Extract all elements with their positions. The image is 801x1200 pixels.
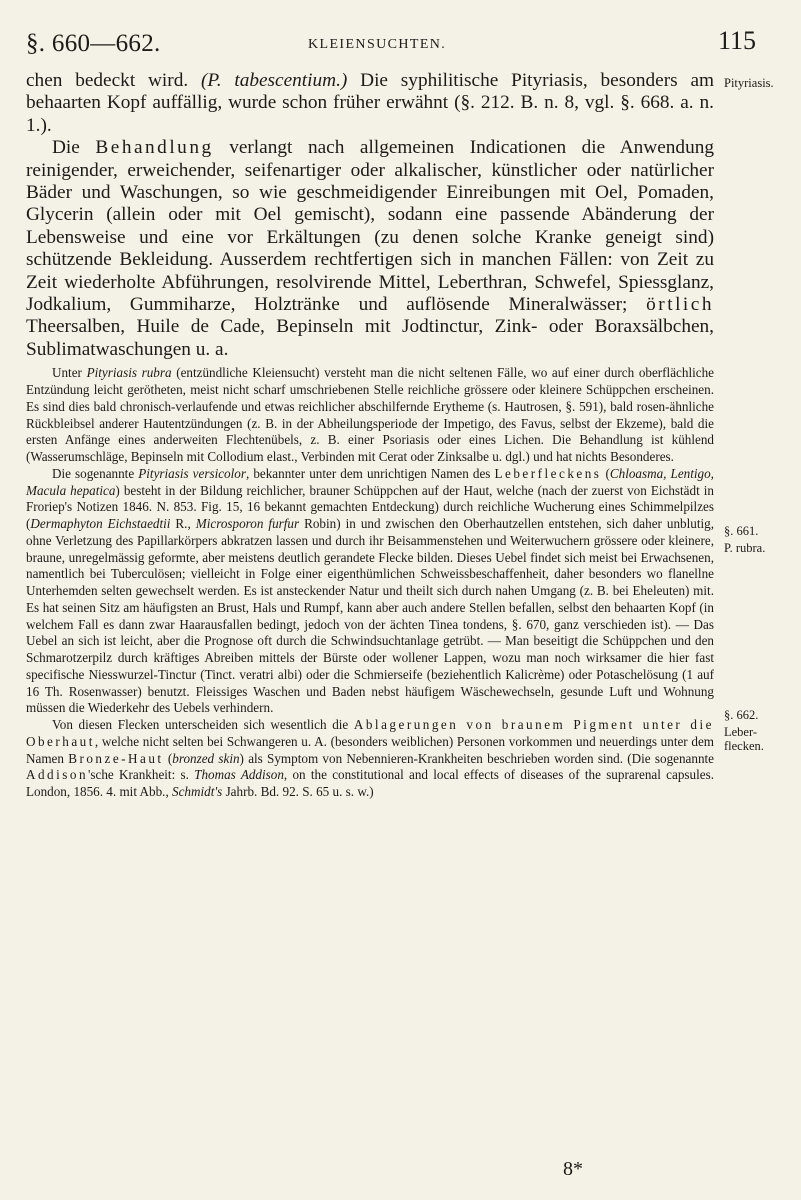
emphasis-behandlung: Behandlung	[95, 137, 214, 159]
margin-note-s662-label-line2: flecken.	[724, 739, 764, 753]
paragraph-pityriasis-versicolor: Die sogenannte Pityriasis versicolor, bekannter unter dem unrichtigen Namen des Leberfleckens (Chloasma, Lentigo, Macula hepatica) besteht in der Bildung reichlicher, brauner Schüppchen auf der Haut, welche (nach der zuerst von Eichstädt in Froriep's Notizen 1846. N. 853. Fig. 15, 16 bekannt gemachten Entdeckung) durch reichliche Wucherung eines Schimmelpilzes (Dermaphyton Eichstaedtii R., Microsporon furfur Robin) in und zwischen den Oberhautzellen entstehen, sich daher unblutig, ohne Verletzung des Papillarkörpers abkratzen lassen und durch ihr Beisammenstehen und Weiterwuchern grössere oder kleinere, braune, unregelmässig geformte, aber meistens deutlich gerandete Flecke bilden. Dieses Uebel findet sich meist bei Erwachsenen, namentlich bei Tuberculösen; vielleicht in Folge einer eigenthümlichen Schweissbeschaffenheit, daher besonders wo flanellne Unterhemden selten gewechselt werden. Es ist ansteckender Natur und theilt sich durch nahen Umgang (z. B. bei Eheleuten) mit. Es hat seinen Sitz am häufigsten an Brust, Hals und Rumpf, kann aber auch andere Stellen befallen, selbst den behaarten Kopf (in welchem Fall es dann zwar Haarausfallen bedingt, jedoch von der ächten Tinea tondens, §. 670, ganz verschieden ist). — Das Uebel an sich ist leicht, aber die Prognose oft durch die Schwindsuchtanlage getrübt. — Man beseitigt die Schüppchen und den Schmarotzerpilz durch kräftiges Abreiben mittels der Bürste oder wollener Lappen, wozu man noch wirksamer die hier fast specifische Niesswurzel-Tinctur (Tinct. veratri albi) oder die Schmierseife (beziehentlich Kalicrème) oder Potaschelösung (1 auf 16 Th. Rosenwasser) benutzt. Fleissiges Waschen und Baden nebst häufigem Wäschewechseln, gesunde Luft und Wohnung müssen die Wiederkehr des Uebels verhindern.	[26, 465, 714, 716]
emphasis-oertlich: örtlich	[646, 294, 714, 316]
paragraph-pityriasis-tabescentium: chen bedeckt wird. (P. tabescentium.) Die syphilitische Pityriasis, besonders am behaarten Kopf auffällig, wurde schon früher erwähnt (§. 212. B. n. 8, vgl. §. 668. a. n. 1.).	[26, 70, 714, 136]
page-header	[26, 22, 756, 62]
margin-note-s662-number: §. 662.	[724, 708, 759, 722]
margin-note-s661-number: §. 661.	[724, 524, 759, 538]
emphasis-bronze-haut: Bronze-Haut	[68, 750, 164, 766]
main-text	[26, 70, 714, 801]
signature-mark: 8*	[563, 1158, 583, 1180]
margin-note-s662-label-line1: Leber-	[724, 725, 758, 739]
section-range: §. 660—662.	[26, 30, 161, 57]
margin-note-s661-label: P. rubra.	[724, 541, 766, 555]
page-number: 115	[717, 26, 756, 55]
emphasis-leberfleckens: Leberfleckens	[494, 465, 602, 481]
paragraph-bronze-skin: Von diesen Flecken unterscheiden sich wesentlich die Ablagerungen von braunem Pigment unter die Oberhaut, welche nicht selten bei Schwangeren u. A. (besonders weiblichen) Personen vorkommen und neuerdings unter dem Namen Bronze-Haut (bronzed skin) als Symptom von Nebennieren-Krankheiten beschrieben worden sind. (Die sogenannte Addison'sche Krankheit: s. Thomas Addison, on the constitutional and local effects of diseases of the suprarenal capsules. London, 1856. 4. mit Abb., Schmidt's Jahrb. Bd. 92. S. 65 u. s. w.)	[26, 717, 714, 800]
running-title: KLEIENSUCHTEN.	[308, 37, 447, 52]
margin-note-pityriasis: Pityriasis.	[724, 76, 774, 90]
emphasis-ablagerungen: Ablagerungen von braunem Pigment unter die Oberhaut	[26, 717, 714, 749]
margin-note-s662-label	[724, 725, 800, 753]
paragraph-treatment: Die Behandlung verlangt nach allgemeinen Indicationen die Anwendung reinigender, erweichender, seifenartiger oder alkalischer, künstlicher oder natürlicher Bäder und Waschungen, so wie geschmeidigender Einreibungen mit Oel, Pomaden, Glycerin (allein oder mit Oel gemischt), sodann eine passende Abänderung der Lebensweise und eine vor Erkältungen (zu denen solche Kranke geneigt sind) schützende Bekleidung. Ausserdem rechtfertigen sich in manchen Fällen: von Zeit zu Zeit wiederholte Abführungen, resolvirende Mittel, Leberthran, Schwefel, Spiessglanz, Jodkalium, Gummiharze, Holztränke und auflösende Mineralwässer; örtlich Theersalben, Huile de Cade, Bepinseln mit Jodtinctur, Zink- oder Boraxsälbchen, Sublimatwaschungen u. a.	[26, 137, 714, 360]
paragraph-pityriasis-rubra: Unter Pityriasis rubra (entzündliche Kleiensucht) versteht man die nicht seltenen Fälle, wo auf einer durch oberflächliche Entzündung leicht gerötheten, meist nicht scharf umschriebenen Stelle reichliche grössere oder kleinere Schüppchen erscheinen. Es sind dies bald chronisch-verlaufende und etwas reichlicher abschilfernde Erytheme (s. Hautrosen, §. 591), bald rosen-ähnliche Rückbleibsel anderer Hautentzündungen (z. B. in der Abheilungsperiode der Impetigo, des Favus, selbst der Ekzeme), bald die ersten Anfänge eines anderweiten Flechtenübels, z. B. einer Psoriasis oder eines Lichen. Die Behandlung ist kühlend (Wasserumschläge, Bepinseln mit Collodium elast., Verbinden mit Cerat oder Zinksalbe u. dgl.) und hat nichts Besonderes.	[26, 365, 714, 465]
